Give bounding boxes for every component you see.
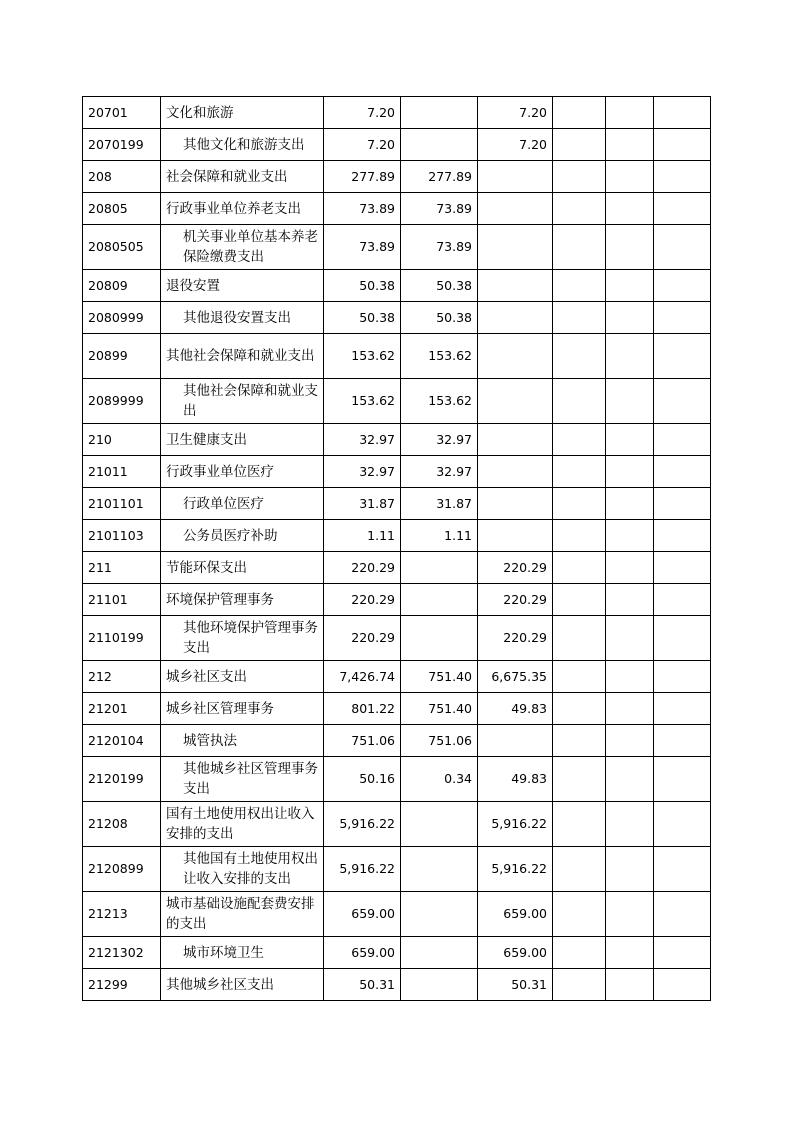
row-basic: 277.89 xyxy=(401,161,478,193)
row-empty-cell xyxy=(654,456,711,488)
row-empty-cell xyxy=(606,847,654,892)
table-row xyxy=(83,225,711,270)
row-empty-cell xyxy=(606,616,654,661)
row-code: 20805 xyxy=(83,193,161,225)
table-row xyxy=(83,334,711,379)
row-project xyxy=(478,225,553,270)
row-total: 5,916.22 xyxy=(324,847,401,892)
row-empty-cell xyxy=(654,661,711,693)
row-code: 2121302 xyxy=(83,937,161,969)
row-code: 2120104 xyxy=(83,725,161,757)
row-empty-cell xyxy=(654,302,711,334)
row-empty-cell xyxy=(654,937,711,969)
row-empty-cell xyxy=(553,661,606,693)
row-empty-cell xyxy=(553,847,606,892)
row-total: 73.89 xyxy=(324,225,401,270)
row-project xyxy=(478,424,553,456)
table-row xyxy=(83,161,711,193)
table-row xyxy=(83,616,711,661)
table-row xyxy=(83,584,711,616)
row-empty-cell xyxy=(654,334,711,379)
table-row xyxy=(83,892,711,937)
table-row xyxy=(83,193,711,225)
row-empty-cell xyxy=(606,488,654,520)
row-empty-cell xyxy=(606,302,654,334)
row-name: 其他社会保障和就业支出 xyxy=(161,334,324,379)
row-empty-cell xyxy=(654,129,711,161)
row-name: 其他退役安置支出 xyxy=(161,302,324,334)
row-code: 2080505 xyxy=(83,225,161,270)
row-basic: 50.38 xyxy=(401,302,478,334)
row-name: 行政单位医疗 xyxy=(161,488,324,520)
row-basic xyxy=(401,802,478,847)
row-project: 49.83 xyxy=(478,693,553,725)
row-basic: 50.38 xyxy=(401,270,478,302)
row-project: 7.20 xyxy=(478,129,553,161)
row-total: 1.11 xyxy=(324,520,401,552)
row-name: 卫生健康支出 xyxy=(161,424,324,456)
row-project xyxy=(478,379,553,424)
row-basic: 751.06 xyxy=(401,725,478,757)
table-row xyxy=(83,97,711,129)
row-name: 城市基础设施配套费安排的支出 xyxy=(161,892,324,937)
table-row xyxy=(83,757,711,802)
row-total: 50.38 xyxy=(324,270,401,302)
row-basic xyxy=(401,616,478,661)
table-row xyxy=(83,802,711,847)
row-project: 220.29 xyxy=(478,552,553,584)
row-basic: 0.34 xyxy=(401,757,478,802)
row-empty-cell xyxy=(553,552,606,584)
row-empty-cell xyxy=(654,584,711,616)
table-row xyxy=(83,520,711,552)
row-empty-cell xyxy=(654,892,711,937)
row-code: 212 xyxy=(83,661,161,693)
table-row xyxy=(83,725,711,757)
row-empty-cell xyxy=(553,334,606,379)
row-basic xyxy=(401,847,478,892)
row-name: 其他城乡社区支出 xyxy=(161,969,324,1001)
table-row xyxy=(83,693,711,725)
row-code: 2070199 xyxy=(83,129,161,161)
table-row xyxy=(83,129,711,161)
table-row xyxy=(83,379,711,424)
row-empty-cell xyxy=(654,520,711,552)
row-empty-cell xyxy=(606,725,654,757)
row-code: 21101 xyxy=(83,584,161,616)
row-project: 49.83 xyxy=(478,757,553,802)
row-project: 220.29 xyxy=(478,584,553,616)
row-total: 32.97 xyxy=(324,424,401,456)
row-empty-cell xyxy=(553,97,606,129)
row-empty-cell xyxy=(654,193,711,225)
row-empty-cell xyxy=(654,161,711,193)
row-basic: 32.97 xyxy=(401,424,478,456)
row-empty-cell xyxy=(654,693,711,725)
row-code: 2110199 xyxy=(83,616,161,661)
row-total: 153.62 xyxy=(324,379,401,424)
row-code: 210 xyxy=(83,424,161,456)
row-empty-cell xyxy=(654,757,711,802)
row-empty-cell xyxy=(606,456,654,488)
row-empty-cell xyxy=(654,379,711,424)
row-total: 751.06 xyxy=(324,725,401,757)
row-code: 2101103 xyxy=(83,520,161,552)
row-name: 机关事业单位基本养老保险缴费支出 xyxy=(161,225,324,270)
table-row xyxy=(83,270,711,302)
table-row xyxy=(83,456,711,488)
row-total: 801.22 xyxy=(324,693,401,725)
row-total: 32.97 xyxy=(324,456,401,488)
row-project: 7.20 xyxy=(478,97,553,129)
row-empty-cell xyxy=(553,193,606,225)
row-empty-cell xyxy=(553,693,606,725)
row-code: 21011 xyxy=(83,456,161,488)
row-project: 6,675.35 xyxy=(478,661,553,693)
row-code: 208 xyxy=(83,161,161,193)
row-total: 7.20 xyxy=(324,97,401,129)
row-name: 其他国有土地使用权出让收入安排的支出 xyxy=(161,847,324,892)
row-code: 21213 xyxy=(83,892,161,937)
table-row xyxy=(83,847,711,892)
row-total: 220.29 xyxy=(324,616,401,661)
row-empty-cell xyxy=(654,488,711,520)
row-empty-cell xyxy=(553,302,606,334)
row-project: 659.00 xyxy=(478,937,553,969)
row-empty-cell xyxy=(606,520,654,552)
row-project xyxy=(478,334,553,379)
row-empty-cell xyxy=(606,225,654,270)
row-empty-cell xyxy=(606,584,654,616)
row-empty-cell xyxy=(654,552,711,584)
row-name: 城管执法 xyxy=(161,725,324,757)
row-empty-cell xyxy=(553,937,606,969)
row-code: 2080999 xyxy=(83,302,161,334)
row-empty-cell xyxy=(606,379,654,424)
row-basic: 73.89 xyxy=(401,225,478,270)
row-project xyxy=(478,520,553,552)
row-total: 659.00 xyxy=(324,892,401,937)
row-empty-cell xyxy=(606,129,654,161)
row-project xyxy=(478,488,553,520)
row-basic xyxy=(401,129,478,161)
row-name: 行政事业单位养老支出 xyxy=(161,193,324,225)
row-code: 2120199 xyxy=(83,757,161,802)
row-code: 20899 xyxy=(83,334,161,379)
table-row xyxy=(83,488,711,520)
row-basic: 153.62 xyxy=(401,334,478,379)
row-total: 5,916.22 xyxy=(324,802,401,847)
row-name: 社会保障和就业支出 xyxy=(161,161,324,193)
row-name: 其他环境保护管理事务支出 xyxy=(161,616,324,661)
row-basic xyxy=(401,584,478,616)
row-total: 7.20 xyxy=(324,129,401,161)
row-name: 节能环保支出 xyxy=(161,552,324,584)
row-code: 211 xyxy=(83,552,161,584)
row-basic: 1.11 xyxy=(401,520,478,552)
table-body xyxy=(83,97,711,1001)
row-name: 其他社会保障和就业支出 xyxy=(161,379,324,424)
row-code: 20701 xyxy=(83,97,161,129)
row-project: 659.00 xyxy=(478,892,553,937)
row-name: 环境保护管理事务 xyxy=(161,584,324,616)
row-name: 文化和旅游 xyxy=(161,97,324,129)
row-project xyxy=(478,270,553,302)
row-empty-cell xyxy=(606,802,654,847)
row-empty-cell xyxy=(553,456,606,488)
row-project: 50.31 xyxy=(478,969,553,1001)
row-project xyxy=(478,725,553,757)
row-empty-cell xyxy=(654,969,711,1001)
row-basic xyxy=(401,552,478,584)
table-row xyxy=(83,661,711,693)
row-total: 31.87 xyxy=(324,488,401,520)
table-row xyxy=(83,937,711,969)
row-empty-cell xyxy=(553,161,606,193)
row-name: 国有土地使用权出让收入安排的支出 xyxy=(161,802,324,847)
row-empty-cell xyxy=(553,969,606,1001)
row-empty-cell xyxy=(553,520,606,552)
row-empty-cell xyxy=(553,802,606,847)
row-empty-cell xyxy=(606,937,654,969)
row-empty-cell xyxy=(606,892,654,937)
row-empty-cell xyxy=(606,661,654,693)
row-empty-cell xyxy=(606,193,654,225)
row-total: 220.29 xyxy=(324,552,401,584)
row-code: 20809 xyxy=(83,270,161,302)
row-empty-cell xyxy=(654,225,711,270)
row-name: 其他城乡社区管理事务支出 xyxy=(161,757,324,802)
row-code: 2101101 xyxy=(83,488,161,520)
row-empty-cell xyxy=(654,616,711,661)
row-project xyxy=(478,161,553,193)
row-total: 73.89 xyxy=(324,193,401,225)
table-row xyxy=(83,969,711,1001)
row-empty-cell xyxy=(553,616,606,661)
row-empty-cell xyxy=(606,969,654,1001)
row-empty-cell xyxy=(553,225,606,270)
row-empty-cell xyxy=(553,892,606,937)
row-name: 城乡社区管理事务 xyxy=(161,693,324,725)
row-basic: 751.40 xyxy=(401,661,478,693)
row-name: 城市环境卫生 xyxy=(161,937,324,969)
row-total: 50.31 xyxy=(324,969,401,1001)
row-name: 退役安置 xyxy=(161,270,324,302)
row-project xyxy=(478,302,553,334)
row-name: 城乡社区支出 xyxy=(161,661,324,693)
row-project: 5,916.22 xyxy=(478,847,553,892)
row-project: 220.29 xyxy=(478,616,553,661)
row-empty-cell xyxy=(553,424,606,456)
row-basic xyxy=(401,892,478,937)
table-row xyxy=(83,302,711,334)
row-total: 7,426.74 xyxy=(324,661,401,693)
row-empty-cell xyxy=(553,584,606,616)
row-empty-cell xyxy=(606,424,654,456)
row-empty-cell xyxy=(553,379,606,424)
row-total: 50.16 xyxy=(324,757,401,802)
row-empty-cell xyxy=(553,725,606,757)
row-total: 50.38 xyxy=(324,302,401,334)
row-code: 21299 xyxy=(83,969,161,1001)
table-row xyxy=(83,552,711,584)
row-empty-cell xyxy=(654,847,711,892)
row-code: 21208 xyxy=(83,802,161,847)
row-basic: 31.87 xyxy=(401,488,478,520)
row-total: 153.62 xyxy=(324,334,401,379)
row-empty-cell xyxy=(654,97,711,129)
row-total: 277.89 xyxy=(324,161,401,193)
row-empty-cell xyxy=(553,757,606,802)
row-empty-cell xyxy=(654,725,711,757)
row-name: 其他文化和旅游支出 xyxy=(161,129,324,161)
row-total: 220.29 xyxy=(324,584,401,616)
row-basic: 73.89 xyxy=(401,193,478,225)
row-code: 2089999 xyxy=(83,379,161,424)
row-project: 5,916.22 xyxy=(478,802,553,847)
row-empty-cell xyxy=(553,270,606,302)
row-project xyxy=(478,456,553,488)
row-code: 2120899 xyxy=(83,847,161,892)
table-row xyxy=(83,424,711,456)
row-empty-cell xyxy=(606,693,654,725)
row-empty-cell xyxy=(654,270,711,302)
row-empty-cell xyxy=(606,97,654,129)
row-project xyxy=(478,193,553,225)
row-name: 行政事业单位医疗 xyxy=(161,456,324,488)
row-basic: 153.62 xyxy=(401,379,478,424)
row-basic xyxy=(401,937,478,969)
row-empty-cell xyxy=(606,757,654,802)
row-basic xyxy=(401,969,478,1001)
row-empty-cell xyxy=(654,802,711,847)
row-empty-cell xyxy=(654,424,711,456)
row-empty-cell xyxy=(606,270,654,302)
row-basic: 32.97 xyxy=(401,456,478,488)
row-basic: 751.40 xyxy=(401,693,478,725)
row-total: 659.00 xyxy=(324,937,401,969)
row-empty-cell xyxy=(553,129,606,161)
budget-table xyxy=(82,96,711,1001)
row-basic xyxy=(401,97,478,129)
row-empty-cell xyxy=(606,334,654,379)
row-empty-cell xyxy=(606,552,654,584)
row-code: 21201 xyxy=(83,693,161,725)
row-empty-cell xyxy=(553,488,606,520)
row-empty-cell xyxy=(606,161,654,193)
row-name: 公务员医疗补助 xyxy=(161,520,324,552)
